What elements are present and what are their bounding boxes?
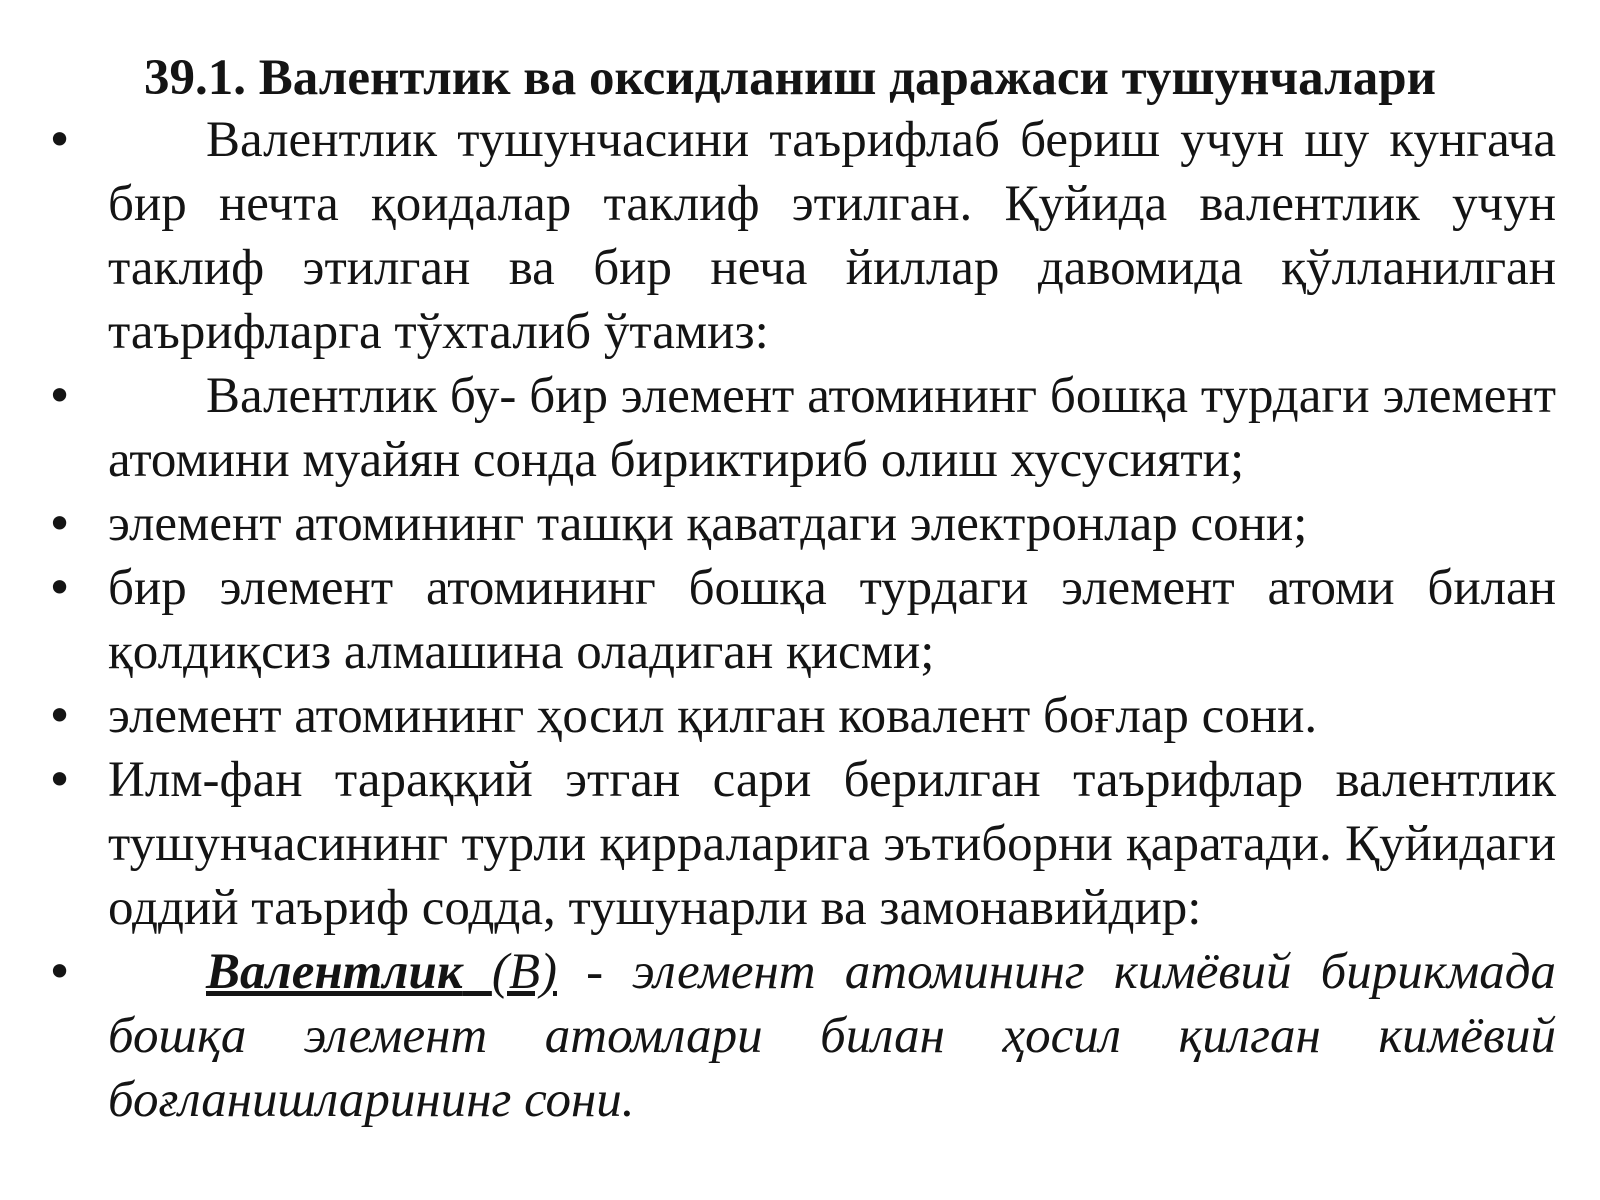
definition-term-symbol: (В) (491, 944, 557, 1000)
list-item (0, 108, 1600, 364)
bullet-icon: • (46, 369, 74, 423)
item-text: Валентлик бу- бир элемент атомининг бошқа турдаги элемент атомини муайян сонда бириктириб олиш хусусияти; (108, 368, 1556, 488)
definition-text: - элемент атомининг кимёвий бирикмада бошқа элемент атомлари билан ҳосил қилган кимёвий боғланишларининг сони. (108, 944, 1556, 1128)
bullet-icon: • (46, 561, 74, 615)
definition-term: Валентлик (206, 944, 463, 1000)
bullet-icon: • (46, 113, 74, 167)
list-item (0, 748, 1600, 940)
list-item (0, 364, 1600, 492)
bullet-icon: • (46, 497, 74, 551)
item-text: элемент атомининг ташқи қаватдаги электронлар сони; (108, 496, 1308, 552)
item-text: бир элемент атомининг бошқа турдаги элемент атоми билан қолдиқсиз алмашина оладиган қисми; (108, 560, 1556, 680)
bullet-list (0, 108, 1600, 1132)
item-text: элемент атомининг ҳосил қилган ковалент боғлар сони. (108, 688, 1318, 744)
bullet-icon: • (46, 753, 74, 807)
list-item (0, 492, 1600, 556)
list-item (0, 556, 1600, 684)
definition-item (0, 940, 1600, 1132)
item-text: Илм-фан тараққий этган сари берилган таърифлар валентлик тушунчасининг турли қирраларига эътиборни қаратади. Қуйидаги оддий таъриф содда, тушунарли ва замонавийдир: (108, 752, 1556, 936)
page-title: 39.1. Валентлик ва оксидланиш даражаси тушунчалари (144, 50, 1436, 106)
bullet-icon: • (46, 945, 74, 999)
bullet-icon: • (46, 689, 74, 743)
list-item (0, 684, 1600, 748)
item-text: Валентлик тушунчасини таърифлаб бериш учун шу кунгача бир нечта қоидалар таклиф этилган. Қуйида валентлик учун таклиф этилган ва бир неча йиллар давомида қўлланилган таърифларга тўхталиб ўтамиз: (108, 112, 1556, 360)
